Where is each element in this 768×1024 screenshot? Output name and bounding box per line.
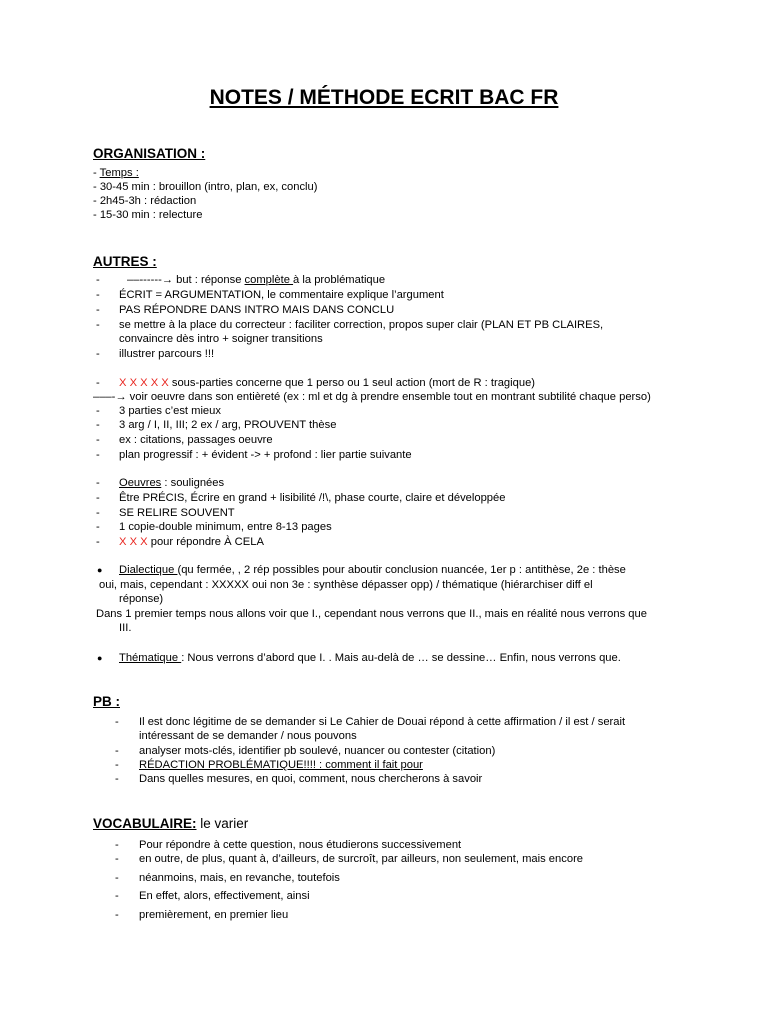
temps-prefix: - (93, 167, 100, 179)
autres-line8: 3 parties c’est mieux (119, 405, 221, 417)
autres-line10: ex : citations, passages oeuvre (119, 434, 273, 446)
line6-text: sous-parties concerne que 1 perso ou 1 seul action (mort de R : tragique) (168, 377, 536, 389)
dialectique-underlined: Dialectique (119, 564, 178, 576)
dialectique-text: (qu fermée, , 2 rép possibles pour aboutir conclusion nuancée, 1er p : antithèse, 2e : thèse (177, 564, 626, 576)
dash-marker: - (96, 507, 100, 519)
vocabulaire-heading-row (93, 816, 248, 831)
arrow: ––------→ (127, 274, 173, 286)
line1-after: à la problématique (293, 274, 386, 286)
autres-line4b: convaincre dès intro + soigner transitions (119, 333, 323, 345)
autres-line12 (119, 476, 224, 490)
dash-marker: - (115, 716, 119, 728)
dash-marker: - (96, 289, 100, 301)
dash-marker: - (96, 274, 100, 286)
dash-marker: - (96, 536, 100, 548)
pb-line1a: Il est donc légitime de se demander si Le Cahier de Douai répond à cette affirmation / il est / serait (139, 716, 626, 728)
pb-line3: RÉDACTION PROBLÉMATIQUE!!!! : comment il fait pour (139, 759, 423, 771)
autres-line14: SE RELIRE SOUVENT (119, 507, 235, 519)
dash-marker: - (115, 872, 119, 884)
dash-marker: - (96, 377, 100, 389)
dash-marker: - (96, 304, 100, 316)
dialectique-line1 (119, 563, 626, 577)
line16-text: pour répondre À CELA (147, 536, 264, 548)
organisation-line-2: - 2h45-3h : rédaction (93, 195, 197, 207)
dash-marker: - (115, 890, 119, 902)
dialectique-line3: réponse) (119, 593, 164, 605)
dash-marker: - (115, 853, 119, 865)
organisation-line-3: - 15-30 min : relecture (93, 209, 203, 221)
vocabulaire-heading: VOCABULAIRE: (93, 816, 197, 831)
autres-line16 (119, 535, 264, 549)
autres-line7: –––-→ voir oeuvre dans son entièreté (ex : ml et dg à prendre ensemble tout en montrant subtilité chaque perso) (93, 391, 651, 403)
red-x-marks: X X X (119, 536, 148, 548)
vocabulaire-item-text: en outre, de plus, quant à, d’ailleurs, de surcroît, par ailleurs, non seulement, mais encore (139, 853, 584, 865)
autres-heading: AUTRES : (93, 254, 157, 269)
pb-line2: analyser mots-clés, identifier pb soulevé, nuancer ou contester (citation) (139, 745, 496, 757)
dash-marker: - (96, 492, 100, 504)
dans-premier-temps-line1: Dans 1 premier temps nous allons voir que I., cependant nous verrons que II., mais en réalité nous verrons que (96, 608, 647, 620)
dash-marker: - (96, 521, 100, 533)
dash-marker: - (96, 434, 100, 446)
pb-line1b: intéressant de se demander / nous pouvons (139, 730, 357, 742)
dash-marker: - (115, 909, 119, 921)
line1-underlined: complète (244, 274, 294, 286)
organisation-line-1: - 30-45 min : brouillon (intro, plan, ex, conclu) (93, 181, 318, 193)
dash-marker: - (96, 348, 100, 360)
dialectique-line2: oui, mais, cependant : XXXXX oui non 3e : synthèse dépasser opp) / thématique (hiérarchiser diff el (99, 579, 593, 591)
bullet-marker: ● (97, 565, 103, 575)
line12-text: : soulignées (161, 477, 225, 489)
line1-before: but : réponse (173, 274, 245, 286)
red-x-marks: X X X X X (119, 377, 169, 389)
pb-heading: PB : (93, 694, 120, 709)
dash-marker: - (96, 405, 100, 417)
vocabulaire-item-text: néanmoins, mais, en revanche, toutefois (139, 872, 340, 884)
autres-line13: Être PRÉCIS, Écrire en grand + lisibilité /!\, phase courte, claire et développée (119, 492, 506, 504)
dash-marker: - (96, 319, 100, 331)
autres-line4a: se mettre à la place du correcteur : faciliter correction, propos super clair (PLAN ET PB CLAIRES, (119, 319, 604, 331)
autres-line9: 3 arg / I, II, III; 2 ex / arg, PROUVENT thèse (119, 419, 337, 431)
pb-line4: Dans quelles mesures, en quoi, comment, nous chercherons à savoir (139, 773, 483, 785)
page-title: NOTES / MÉTHODE ECRIT BAC FR (209, 86, 559, 109)
autres-line11: plan progressif : + évident -> + profond : lier partie suivante (119, 449, 412, 461)
dash-marker: - (115, 745, 119, 757)
vocabulaire-item-text: premièrement, en premier lieu (139, 909, 289, 921)
autres-line5: illustrer parcours !!! (119, 348, 215, 360)
vocabulaire-item-text: Pour répondre à cette question, nous étudierons successivement (139, 839, 462, 851)
dash-marker: - (96, 477, 100, 489)
organisation-heading: ORGANISATION : (93, 146, 206, 161)
thematique-line (119, 651, 621, 665)
dans-premier-temps-line2: III. (119, 622, 132, 634)
thematique-text: : Nous verrons d’abord que I. . Mais au-delà de … se dessine… Enfin, nous verrons que. (181, 652, 621, 664)
oeuvres-underlined: Oeuvres (119, 477, 162, 489)
organisation-temps-line (93, 166, 139, 180)
autres-line15: 1 copie-double minimum, entre 8-13 pages (119, 521, 332, 533)
dash-marker: - (96, 419, 100, 431)
dash-marker: - (115, 759, 119, 771)
autres-line1-text (127, 273, 385, 287)
dash-marker: - (115, 839, 119, 851)
thematique-underlined: Thématique (119, 652, 182, 664)
vocabulaire-subtitle: le varier (196, 816, 249, 831)
vocabulaire-item-text: En effet, alors, effectivement, ainsi (139, 890, 310, 902)
autres-line6 (119, 376, 535, 390)
temps-label: Temps : (99, 167, 139, 179)
dash-marker: - (96, 449, 100, 461)
bullet-marker: ● (97, 653, 103, 663)
autres-line2: ÉCRIT = ARGUMENTATION, le commentaire explique l’argument (119, 289, 444, 301)
autres-line3: PAS RÉPONDRE DANS INTRO MAIS DANS CONCLU (119, 304, 395, 316)
dash-marker: - (115, 773, 119, 785)
